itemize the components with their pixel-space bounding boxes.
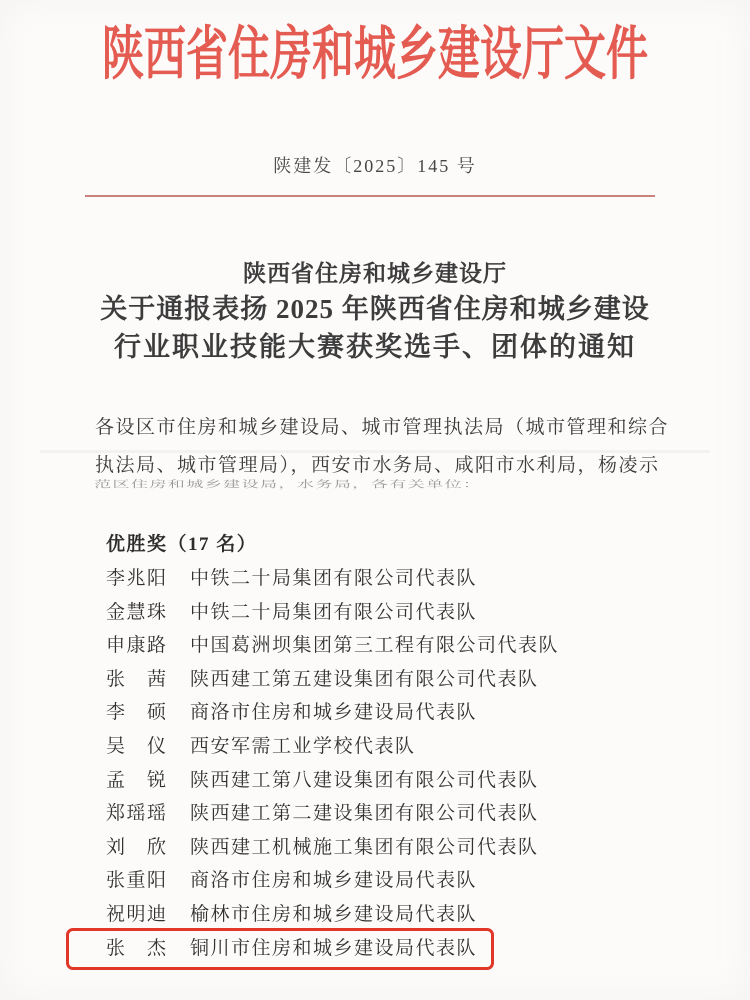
winner-name: 张 杰 <box>106 937 168 959</box>
winner-name: 郑瑶瑶 <box>106 803 168 825</box>
winner-name: 张 茜 <box>106 668 168 690</box>
document-number: 陕建发〔2025〕145 号 <box>273 156 477 176</box>
winner-row-highlighted <box>0 932 750 966</box>
winner-team: 商洛市住房和城乡建设局代表队 <box>190 702 478 724</box>
winner-row <box>0 696 750 730</box>
winner-list <box>0 562 750 965</box>
winner-team: 中铁二十局集团有限公司代表队 <box>190 568 478 589</box>
winner-team: 陕西建工第五建设集团有限公司代表队 <box>190 668 539 690</box>
winner-team: 陕西建工第八建设集团有限公司代表队 <box>190 769 539 791</box>
truncated-line: 范区住房和城乡建设局，水务局，各有关单位： <box>94 479 482 490</box>
winner-row <box>0 764 750 798</box>
winner-team: 陕西建工机械施工集团有限公司代表队 <box>190 836 539 858</box>
winner-team: 陕西建工第二建设集团有限公司代表队 <box>190 803 539 825</box>
recipients-paragraph <box>95 409 670 485</box>
winner-name: 孟 锐 <box>106 769 168 791</box>
winner-team: 西安军需工业学校代表队 <box>190 735 416 757</box>
winner-team: 铜川市住房和城乡建设局代表队 <box>190 937 478 959</box>
award-category-heading: 优胜奖（17 名） <box>106 534 258 555</box>
red-divider-line <box>85 195 655 197</box>
winner-team: 商洛市住房和城乡建设局代表队 <box>190 870 478 892</box>
notice-title <box>0 257 750 366</box>
winner-name: 祝明迪 <box>106 903 168 925</box>
winner-name: 吴 仪 <box>106 735 168 757</box>
winner-name: 金慧珠 <box>106 601 168 623</box>
notice-title-line3: 行业职业技能大赛获奖选手、团体的通知 <box>114 332 636 362</box>
letterhead-title-text: 陕西省住房和城乡建设厅文件 <box>101 24 648 88</box>
winner-row <box>0 562 750 596</box>
winner-name: 李兆阳 <box>106 568 168 589</box>
winner-team: 中国葛洲坝集团第三工程有限公司代表队 <box>190 635 560 657</box>
winner-row <box>0 864 750 898</box>
winner-name: 申康路 <box>106 635 168 657</box>
winner-row <box>0 663 750 697</box>
letterhead-title <box>0 24 750 88</box>
winner-name: 刘 欣 <box>106 836 168 858</box>
scan-seam <box>40 450 710 453</box>
winner-row <box>0 730 750 764</box>
winner-row <box>0 596 750 630</box>
winner-row <box>0 797 750 831</box>
notice-title-line2: 关于通报表扬 2025 年陕西省住房和城乡建设 <box>100 294 650 324</box>
winner-row <box>0 629 750 663</box>
winner-name: 张重阳 <box>106 870 168 892</box>
recipients-line1: 各设区市住房和城乡建设局、城市管理执法局（城市管理和综合 <box>95 417 670 438</box>
notice-title-issuer: 陕西省住房和城乡建设厅 <box>243 261 507 286</box>
recipients-line2: 执法局、城市管理局），西安市水务局、咸阳市水利局，杨凌示 <box>95 455 660 476</box>
winner-row <box>0 898 750 932</box>
winner-team: 中铁二十局集团有限公司代表队 <box>190 601 478 623</box>
winner-row <box>0 831 750 865</box>
winner-team: 榆林市住房和城乡建设局代表队 <box>190 903 478 925</box>
winner-name: 李 硕 <box>106 702 168 724</box>
